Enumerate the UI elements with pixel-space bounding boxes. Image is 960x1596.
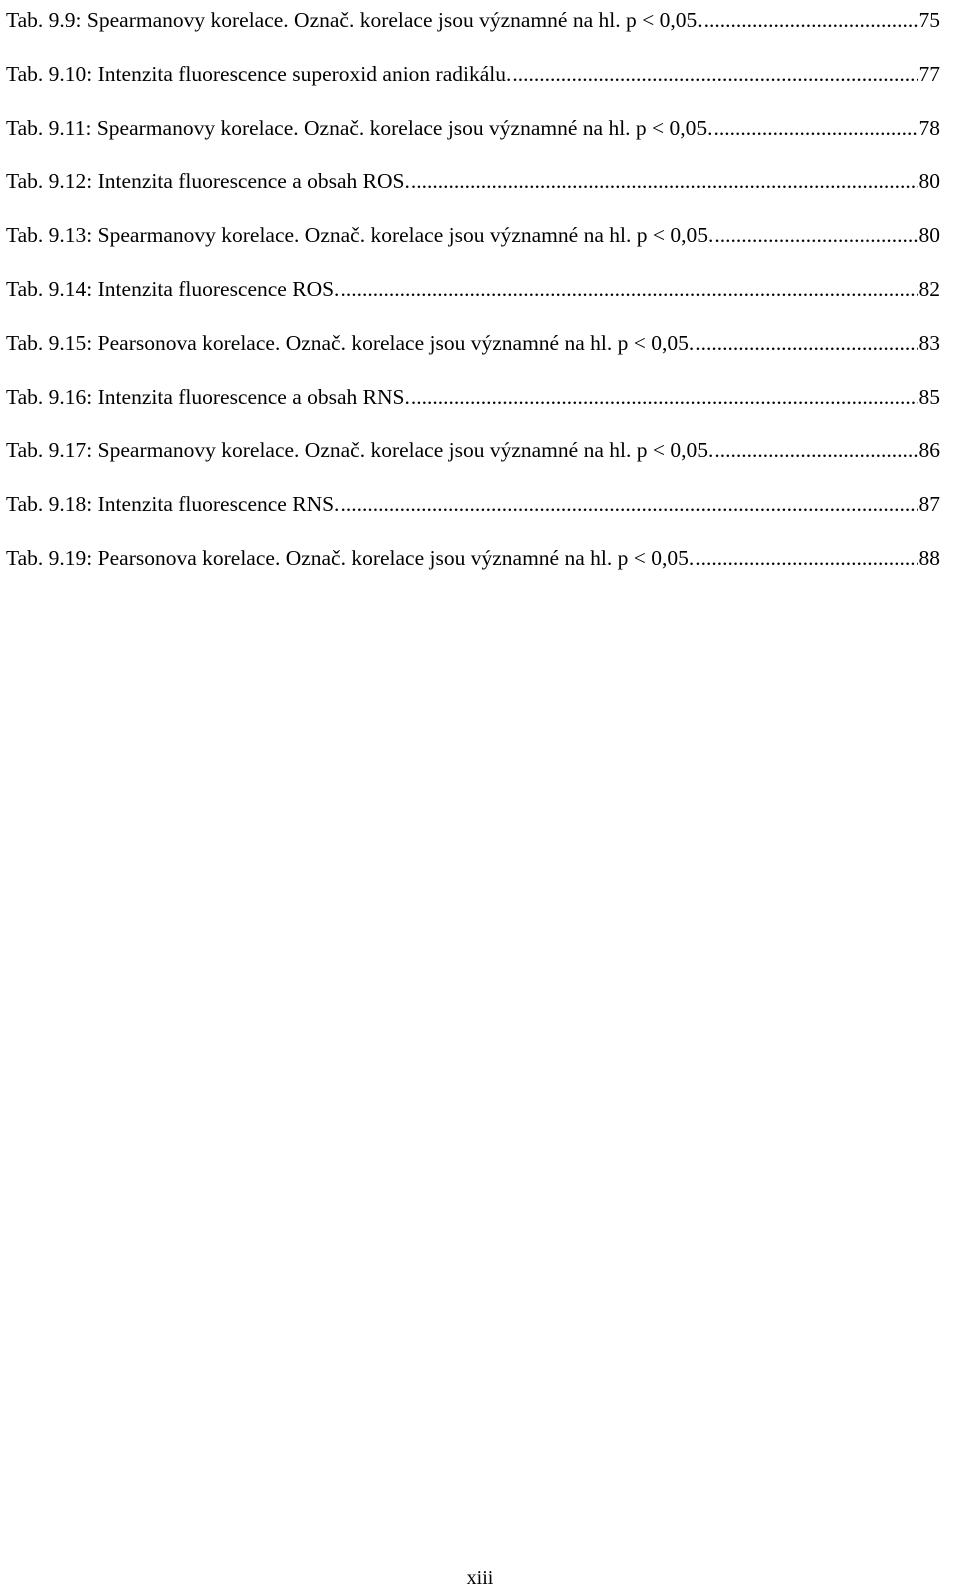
page-number: xiii (466, 1567, 494, 1589)
toc-entry-label: Tab. 9.18: Intenzita fluorescence RNS. (6, 492, 340, 517)
toc-entry[interactable] (6, 215, 940, 269)
table-list (6, 0, 940, 592)
toc-entry-label: Tab. 9.17: Spearmanovy korelace. Označ. korelace jsou významné na hl. p < 0,05. (6, 438, 714, 463)
toc-entry-label: Tab. 9.9: Spearmanovy korelace. Označ. korelace jsou významné na hl. p < 0,05. (6, 8, 703, 32)
toc-entry-page: 78 (918, 115, 940, 140)
toc-entry-label: Tab. 9.14: Intenzita fluorescence ROS. (6, 276, 340, 301)
toc-leader-dots (714, 219, 917, 251)
toc-entry-label: Tab. 9.11: Spearmanovy korelace. Označ. korelace jsou významné na hl. p < 0,05. (6, 115, 713, 140)
toc-entry-page: 88 (918, 545, 940, 570)
toc-leader-dots (411, 165, 918, 197)
toc-leader-dots (512, 58, 917, 90)
toc-entry-page: 75 (918, 8, 940, 32)
toc-entry[interactable] (6, 54, 940, 108)
toc-entry-label: Tab. 9.12: Intenzita fluorescence a obsah ROS. (6, 169, 410, 194)
toc-entry-page: 80 (918, 223, 940, 248)
toc-entry-label: Tab. 9.13: Spearmanovy korelace. Označ. korelace jsou významné na hl. p < 0,05. (6, 223, 714, 248)
toc-entry-page: 77 (918, 61, 940, 86)
toc-entry[interactable] (6, 108, 940, 162)
toc-entry-page: 85 (918, 384, 940, 409)
toc-entry[interactable] (6, 0, 940, 54)
toc-leader-dots (695, 327, 917, 359)
toc-entry[interactable] (6, 161, 940, 215)
toc-leader-dots (340, 488, 917, 520)
toc-entry[interactable] (6, 484, 940, 538)
toc-leader-dots (714, 434, 917, 466)
toc-entry-page: 82 (918, 276, 940, 301)
toc-entry[interactable] (6, 269, 940, 323)
toc-entry-page: 80 (918, 169, 940, 194)
toc-entry[interactable] (6, 323, 940, 377)
toc-entry-page: 87 (918, 492, 940, 517)
toc-entry-label: Tab. 9.16: Intenzita fluorescence a obsah RNS. (6, 384, 410, 409)
toc-leader-dots (704, 4, 918, 36)
toc-leader-dots (411, 381, 918, 413)
toc-entry-page: 83 (918, 330, 940, 355)
toc-entry[interactable] (6, 377, 940, 431)
toc-entry-label: Tab. 9.19: Pearsonova korelace. Označ. korelace jsou významné na hl. p < 0,05. (6, 545, 695, 570)
toc-entry[interactable] (6, 538, 940, 592)
toc-entry[interactable] (6, 430, 940, 484)
toc-entry-label: Tab. 9.10: Intenzita fluorescence superoxid anion radikálu. (6, 61, 512, 86)
toc-leader-dots (714, 112, 918, 144)
toc-entry-label: Tab. 9.15: Pearsonova korelace. Označ. korelace jsou významné na hl. p < 0,05. (6, 330, 695, 355)
toc-leader-dots (340, 273, 917, 305)
toc-entry-page: 86 (918, 438, 940, 463)
toc-leader-dots (695, 542, 917, 574)
